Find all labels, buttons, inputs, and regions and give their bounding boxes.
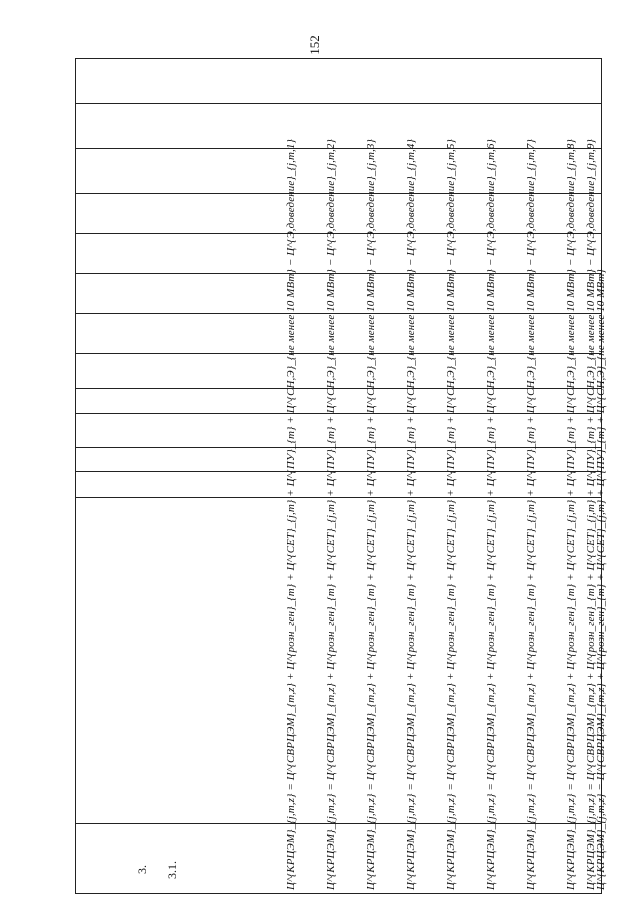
formula-1: Ц^{КРЦЭМ}_{j,m,z} = Ц^{СВРЦЭМ}_{m,z} + Ц^{розн_ген}_{m} + Ц^{СЕТ}_{j,m} + Ц^{ПУ}_{m} + Ц^{СН,Э}_{не менее 10 МВт} − Ц^{Э,доведение}_{j,m,1} (285, 139, 297, 890)
formula-10: Ц^{КРЦЭМ}_{j,m,z} = Ц^{СВРЦЭМ}_{m,z} + Ц^{розн_ген}_{m} + Ц^{СЕТ}_{j,m} + Ц^{ПУ}_{m} + Ц^{СН,Э}_{не менее 10 МВт} (595, 269, 607, 890)
formula-2: Ц^{КРЦЭМ}_{j,m,z} = Ц^{СВРЦЭМ}_{m,z} + Ц^{розн_ген}_{m} + Ц^{СЕТ}_{j,m} + Ц^{ПУ}_{m} + Ц^{СН,Э}_{не менее 10 МВт} − Ц^{Э,доведение}_{j,m,2} (325, 139, 337, 890)
formula-4: Ц^{КРЦЭМ}_{j,m,z} = Ц^{СВРЦЭМ}_{m,z} + Ц^{розн_ген}_{m} + Ц^{СЕТ}_{j,m} + Ц^{ПУ}_{m} + Ц^{СН,Э}_{не менее 10 МВт} − Ц^{Э,доведение}_{j,m,4} (405, 139, 417, 890)
formula-6: Ц^{КРЦЭМ}_{j,m,z} = Ц^{СВРЦЭМ}_{m,z} + Ц^{розн_ген}_{m} + Ц^{СЕТ}_{j,m} + Ц^{ПУ}_{m} + Ц^{СН,Э}_{не менее 10 МВт} − Ц^{Э,доведение}_{j,m,6} (485, 139, 497, 890)
page-number: 152 (306, 35, 322, 55)
formula-9: Ц^{КРЦЭМ}_{j,m,z} = Ц^{СВРЦЭМ}_{m,z} + Ц^{розн_ген}_{m} + Ц^{СЕТ}_{j,m} + Ц^{ПУ}_{m} + Ц^{СН,Э}_{не менее 10 МВт} − Ц^{Э,доведение}_{j,m,9} (585, 139, 597, 890)
section-number: 3. (135, 865, 149, 874)
formula-8: Ц^{КРЦЭМ}_{j,m,z} = Ц^{СВРЦЭМ}_{m,z} + Ц^{розн_ген}_{m} + Ц^{СЕТ}_{j,m} + Ц^{ПУ}_{m} + Ц^{СН,Э}_{не менее 10 МВт} − Ц^{Э,доведение}_{j,m,8} (565, 139, 577, 890)
formula-5: Ц^{КРЦЭМ}_{j,m,z} = Ц^{СВРЦЭМ}_{m,z} + Ц^{розн_ген}_{m} + Ц^{СЕТ}_{j,m} + Ц^{ПУ}_{m} + Ц^{СН,Э}_{не менее 10 МВт} − Ц^{Э,доведение}_{j,m,5} (445, 139, 457, 890)
formula-7: Ц^{КРЦЭМ}_{j,m,z} = Ц^{СВРЦЭМ}_{m,z} + Ц^{розн_ген}_{m} + Ц^{СЕТ}_{j,m} + Ц^{ПУ}_{m} + Ц^{СН,Э}_{не менее 10 МВт} − Ц^{Э,доведение}_{j,m,7} (525, 139, 537, 890)
subsection-number: 3.1. (165, 861, 179, 879)
formula-3: Ц^{КРЦЭМ}_{j,m,z} = Ц^{СВРЦЭМ}_{m,z} + Ц^{розн_ген}_{m} + Ц^{СЕТ}_{j,m} + Ц^{ПУ}_{m} + Ц^{СН,Э}_{не менее 10 МВт} − Ц^{Э,доведение}_{j,m,3} (365, 139, 377, 890)
